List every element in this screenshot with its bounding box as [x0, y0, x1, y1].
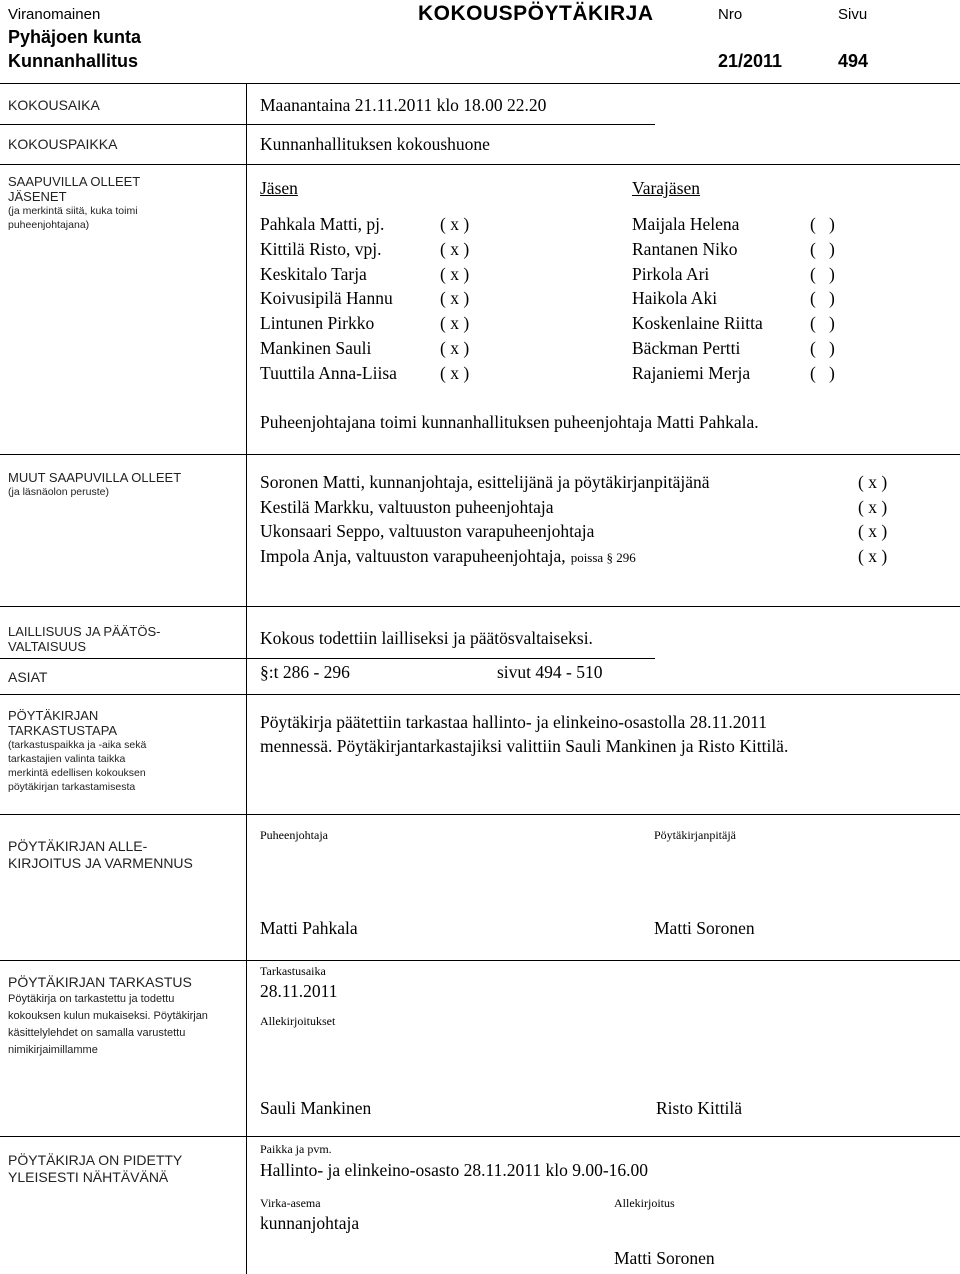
other-attendee-text: Impola Anja, valtuuston varapuheenjohtaja,: [260, 546, 566, 566]
row-divider: [0, 960, 960, 961]
nro-value: 21/2011: [718, 51, 783, 71]
review-note-4: nimikirjaimillamme: [8, 1044, 98, 1056]
column-divider: [246, 814, 247, 960]
member-name: Koivusipilä Hannu: [260, 288, 393, 308]
column-divider: [246, 124, 247, 164]
column-divider: [246, 1136, 247, 1274]
secretary-name: Matti Soronen: [654, 918, 755, 938]
deputy-attendance-mark: ( ): [810, 288, 835, 308]
member-attendance-mark: ( x ): [440, 239, 470, 259]
other-attendee-text: Kestilä Markku, valtuuston puheenjohtaja: [260, 497, 554, 517]
member-name: Pahkala Matti, pj.: [260, 214, 385, 234]
deputy-name: Bäckman Pertti: [632, 338, 741, 358]
review-method-note-2: tarkastajien valinta taikka: [8, 753, 126, 765]
place-label: Paikka ja pvm.: [260, 1142, 332, 1156]
deputy-attendance-mark: ( ): [810, 239, 835, 259]
row-divider: [0, 606, 960, 607]
signatures-label-line2: KIRJOITUS JA VARMENNUS: [8, 855, 193, 871]
deputy-attendance-mark: ( ): [810, 363, 835, 383]
body-name: Kunnanhallitus: [8, 51, 138, 71]
row-divider: [0, 124, 655, 125]
public-label: [8, 1152, 182, 1186]
attendees-label: [8, 174, 140, 232]
review-time-value: 28.11.2011: [260, 981, 338, 1001]
review-method-label: [8, 708, 146, 794]
sivu-label: Sivu: [838, 6, 868, 23]
header-divider: [0, 83, 960, 84]
other-attendance-mark: ( x ): [858, 521, 888, 541]
authority-label: Viranomainen: [8, 6, 101, 23]
signatures-label: [8, 838, 193, 872]
chair-note: Puheenjohtajana toimi kunnanhallituksen puheenjohtaja Matti Pahkala.: [260, 412, 759, 432]
legality-label: [8, 624, 160, 654]
member-name: Tuuttila Anna-Liisa: [260, 363, 397, 383]
member-name: Kittilä Risto, vpj.: [260, 239, 382, 259]
other-attendee: [260, 521, 594, 542]
meeting-place-value: Kunnanhallituksen kokoushuone: [260, 134, 490, 154]
deputy-column-header: Varajäsen: [632, 178, 701, 198]
others-label-line1: MUUT SAAPUVILLA OLLEET: [8, 470, 182, 485]
review-method-label-line2: TARKASTUSTAPA: [8, 723, 118, 738]
deputy-name: Haikola Aki: [632, 288, 718, 308]
matters-label: ASIAT: [8, 669, 48, 685]
position-value: kunnanjohtaja: [260, 1213, 360, 1233]
member-attendance-mark: ( x ): [440, 313, 470, 333]
other-attendee: [260, 472, 710, 493]
review-method-label-line1: PÖYTÄKIRJAN: [8, 708, 99, 723]
deputy-name: Pirkola Ari: [632, 264, 710, 284]
review-method-note-4: pöytäkirjan tarkastamisesta: [8, 781, 136, 793]
legality-value: Kokous todettiin lailliseksi ja päätösvaltaiseksi.: [260, 628, 593, 648]
column-divider: [246, 164, 247, 454]
position-label: Virka-asema: [260, 1196, 321, 1210]
column-divider: [246, 960, 247, 1136]
deputy-attendance-mark: ( ): [810, 264, 835, 284]
row-divider: [0, 694, 960, 695]
review-label: [8, 974, 208, 1059]
deputy-name: Rantanen Niko: [632, 239, 738, 259]
column-divider: [246, 606, 247, 658]
row-divider: [0, 164, 960, 165]
chair-name: Matti Pahkala: [260, 918, 358, 938]
other-attendance-mark: ( x ): [858, 472, 888, 492]
other-attendee-text: Soronen Matti, kunnanjohtaja, esittelijänä ja pöytäkirjanpitäjänä: [260, 472, 710, 492]
public-signer: Matti Soronen: [614, 1248, 715, 1268]
other-attendance-mark: ( x ): [858, 497, 888, 517]
secretary-label: Pöytäkirjanpitäjä: [654, 828, 736, 842]
member-column-header: Jäsen: [260, 178, 298, 198]
member-attendance-mark: ( x ): [440, 363, 470, 383]
sivu-value: 494: [838, 51, 869, 71]
other-attendance-mark: ( x ): [858, 546, 888, 566]
others-note: (ja läsnäolon peruste): [8, 486, 109, 498]
member-name: Mankinen Sauli: [260, 338, 372, 358]
review-note-3: käsittelylehdet on samalla varustettu: [8, 1027, 186, 1039]
municipality-name: Pyhäjoen kunta: [8, 27, 142, 47]
row-divider: [0, 454, 960, 455]
attendees-note-line1: (ja merkintä siitä, kuka toimi: [8, 205, 138, 217]
meeting-place-label: KOKOUSPAIKKA: [8, 136, 118, 152]
member-attendance-mark: ( x ): [440, 214, 470, 234]
column-divider: [246, 454, 247, 606]
member-name: Lintunen Pirkko: [260, 313, 375, 333]
other-attendee: [260, 497, 554, 518]
reviewer-1-name: Sauli Mankinen: [260, 1098, 372, 1118]
review-method-note-3: merkintä edellisen kokouksen: [8, 767, 146, 779]
deputy-attendance-mark: ( ): [810, 313, 835, 333]
meeting-time-value: Maanantaina 21.11.2011 klo 18.00 22.20: [260, 95, 547, 115]
column-divider: [246, 84, 247, 124]
member-name: Keskitalo Tarja: [260, 264, 367, 284]
review-note-1: Pöytäkirja on tarkastettu ja todettu: [8, 993, 175, 1005]
member-attendance-mark: ( x ): [440, 288, 470, 308]
attendees-note-line2: puheenjohtajana): [8, 219, 90, 231]
reviewer-2-name: Risto Kittilä: [656, 1098, 743, 1118]
deputy-name: Koskenlaine Riitta: [632, 313, 763, 333]
deputy-name: Maijala Helena: [632, 214, 740, 234]
other-attendee: [260, 546, 636, 567]
others-label: [8, 470, 181, 499]
deputy-name: Rajaniemi Merja: [632, 363, 751, 383]
nro-label: Nro: [718, 6, 743, 23]
attendees-label-line1: SAAPUVILLA OLLEET: [8, 174, 141, 189]
legality-label-line2: VALTAISUUS: [8, 639, 87, 654]
meeting-time-label: KOKOUSAIKA: [8, 97, 100, 113]
column-divider: [246, 658, 247, 694]
row-divider: [0, 814, 960, 815]
document-title: KOKOUSPÖYTÄKIRJA: [418, 2, 654, 25]
legality-label-line1: LAILLISUUS JA PÄÄTÖS-: [8, 624, 161, 639]
review-method-text-line1: Pöytäkirja päätettiin tarkastaa hallinto- ja elinkeino-osastolla 28.11.2011: [260, 712, 768, 732]
review-label-line1: PÖYTÄKIRJAN TARKASTUS: [8, 974, 192, 990]
row-divider: [0, 1136, 960, 1137]
chair-label: Puheenjohtaja: [260, 828, 328, 842]
place-value: Hallinto- ja elinkeino-osasto 28.11.2011 klo 9.00-16.00: [260, 1160, 649, 1180]
other-attendee-text: Ukonsaari Seppo, valtuuston varapuheenjohtaja: [260, 521, 595, 541]
review-note-2: kokouksen kulun mukaiseksi. Pöytäkirjan: [8, 1010, 208, 1022]
signature-label: Allekirjoitus: [614, 1196, 675, 1210]
matters-pages: sivut 494 - 510: [497, 662, 603, 682]
deputy-attendance-mark: ( ): [810, 338, 835, 358]
public-label-line2: YLEISESTI NÄHTÄVÄNÄ: [8, 1169, 169, 1185]
member-attendance-mark: ( x ): [440, 264, 470, 284]
attendees-label-line2: JÄSENET: [8, 189, 67, 204]
review-method-text-line2: mennessä. Pöytäkirjantarkastajiksi valittiin Sauli Mankinen ja Risto Kittilä.: [260, 736, 789, 756]
deputy-attendance-mark: ( ): [810, 214, 835, 234]
signatures-label-line1: PÖYTÄKIRJAN ALLE-: [8, 838, 148, 854]
member-attendance-mark: ( x ): [440, 338, 470, 358]
review-method-note-1: (tarkastuspaikka ja -aika sekä: [8, 739, 147, 751]
review-sign-label: Allekirjoitukset: [260, 1014, 336, 1028]
other-attendee-note: poissa § 296: [570, 550, 636, 565]
row-divider: [0, 658, 655, 659]
column-divider: [246, 694, 247, 814]
matters-sections: §:t 286 - 296: [260, 662, 350, 682]
review-time-label: Tarkastusaika: [260, 964, 326, 978]
public-label-line1: PÖYTÄKIRJA ON PIDETTY: [8, 1152, 183, 1168]
